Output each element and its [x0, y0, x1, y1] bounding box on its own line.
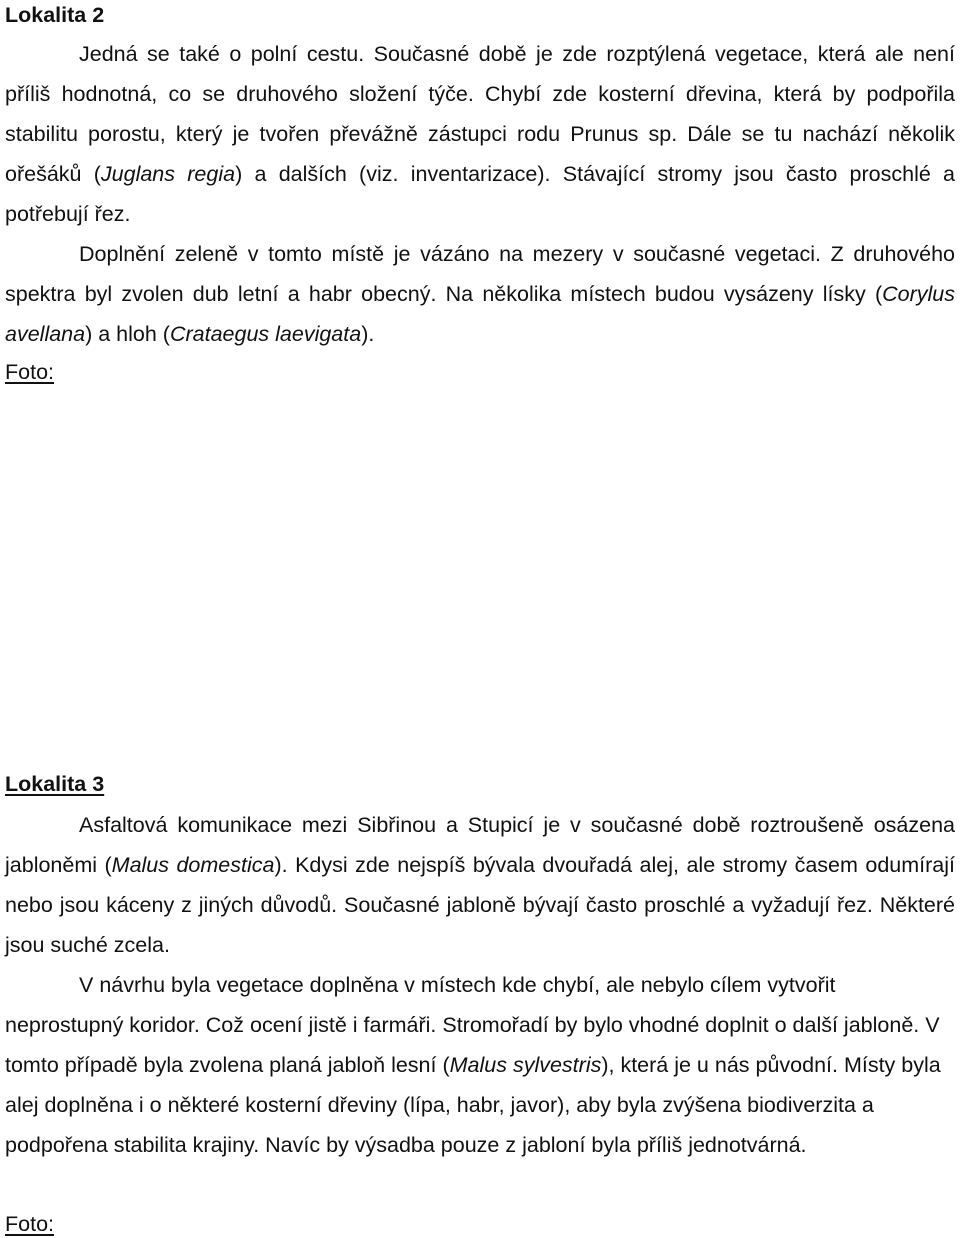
species-name: Malus sylvestris	[449, 1053, 602, 1077]
species-name: Corylus avellana	[5, 282, 955, 346]
heading-lokalita-2: Lokalita 2	[5, 3, 105, 27]
paragraph-lokalita-3-intro: Asfaltová komunikace mezi Sibřinou a Stupicí je v současné době roztroušeně osázena jabloněmi (Malus domestica). Kdysi zde nejspíš bývala dvouřadá alej, ale stromy časem odumírají nebo jsou káceny z jiných důvodů. Současné jabloně bývají často proschlé a vyžadují řez. Některé jsou suché zcela.	[5, 813, 955, 957]
foto-label-lokalita-3: Foto:	[5, 1212, 54, 1236]
paragraph-lokalita-3-proposal: V návrhu byla vegetace doplněna v místech kde chybí, ale nebylo cílem vytvořit neprostupný koridor. Což ocení jistě i farmáři. Stromořadí by bylo vhodné doplnit o další jabloně. V tomto případě byla zvolena planá jabloň lesní (Malus sylvestris), která je u nás původní. Místy byla alej doplněna i o některé kosterní dřeviny (lípa, habr, javor), aby byla zvýšena biodiverzita a podpořena stabilita krajiny. Navíc by výsadba pouze z jabloní byla příliš jednotvárná.	[5, 973, 941, 1157]
species-name: Juglans regia	[100, 162, 236, 186]
paragraph-lokalita-2-intro: Jedná se také o polní cestu. Současné době je zde rozptýlená vegetace, která ale není příliš hodnotná, co se druhového složení týče. Chybí zde kosterní dřevina, která by podpořila stabilitu porostu, který je tvořen převážně zástupci rodu Prunus sp. Dále se tu nachází několik ořešáků (Juglans regia) a dalších (viz. inventarizace). Stávající stromy jsou často proschlé a potřebují řez.	[5, 42, 956, 226]
heading-lokalita-3: Lokalita 3	[5, 772, 105, 796]
species-name: Malus domestica	[111, 853, 275, 877]
species-name: Crataegus laevigata	[169, 322, 362, 346]
foto-label-lokalita-2: Foto:	[5, 360, 54, 384]
paragraph-lokalita-2-proposal: Doplnění zeleně v tomto místě je vázáno na mezery v současné vegetaci. Z druhového spektra byl zvolen dub letní a habr obecný. Na několika místech budou vysázeny lísky (Corylus avellana) a hloh (Crataegus laevigata).	[5, 242, 955, 346]
